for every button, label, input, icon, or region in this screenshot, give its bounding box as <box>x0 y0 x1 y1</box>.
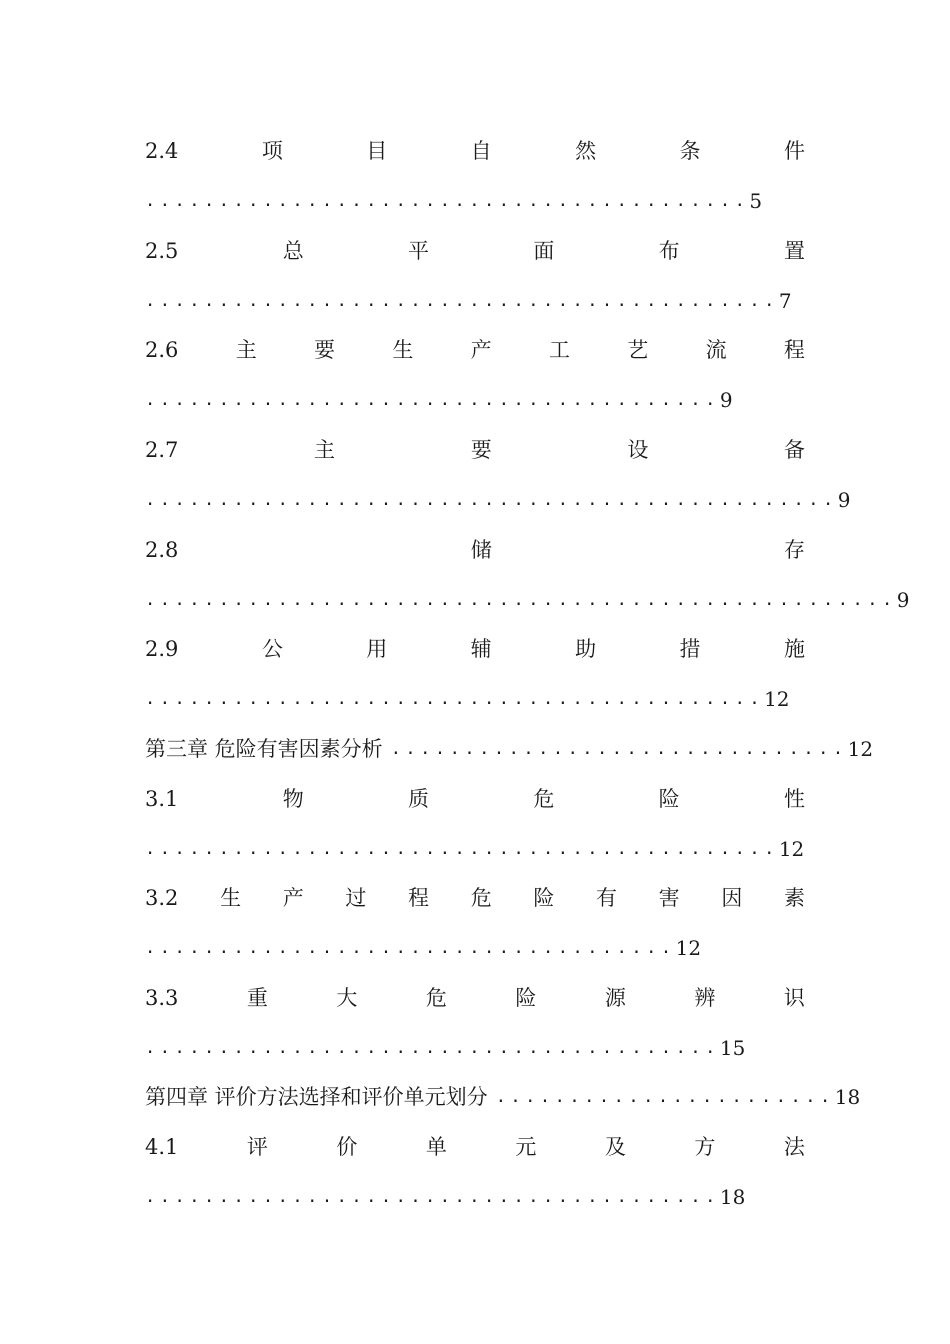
title-char: 要 <box>470 438 492 462</box>
title-char: 存 <box>784 538 805 562</box>
title-char: 价 <box>336 1135 358 1159</box>
toc-entry-2-6-leader[interactable] <box>145 385 805 415</box>
section-number: 3.1 <box>145 787 179 811</box>
title-char: 大 <box>336 986 358 1010</box>
toc-entry-3-1-title[interactable] <box>145 784 805 814</box>
toc-entry-2-6-title[interactable] <box>145 335 805 365</box>
dot-leader: ............................................... <box>145 490 838 510</box>
title-char: 总 <box>282 239 304 263</box>
title-char: 识 <box>783 986 805 1010</box>
title-char: 置 <box>783 239 805 263</box>
chapter-title: 第三章 危险有害因素分析 <box>145 737 383 761</box>
dot-leader: ............................... <box>390 739 848 759</box>
title-char: 险 <box>515 986 537 1010</box>
title-char: 程 <box>408 886 430 910</box>
toc-entry-3-3-leader[interactable] <box>145 1033 805 1063</box>
title-char: 质 <box>408 787 430 811</box>
title-char: 生 <box>220 886 242 910</box>
section-number: 4.1 <box>145 1135 179 1159</box>
toc-entry-4-1-title[interactable] <box>145 1132 805 1162</box>
title-char: 过 <box>345 886 367 910</box>
title-char: 条 <box>679 139 701 163</box>
title-char: 性 <box>783 787 805 811</box>
title-char: 自 <box>470 139 492 163</box>
title-char: 辅 <box>470 637 492 661</box>
title-char: 危 <box>533 787 555 811</box>
title-char: 备 <box>783 438 805 462</box>
title-char: 源 <box>604 986 626 1010</box>
toc-entry-3-2-title[interactable] <box>145 883 805 913</box>
title-char: 项 <box>261 139 283 163</box>
toc-entry-4-1-leader[interactable] <box>145 1182 805 1212</box>
title-char: 措 <box>679 637 701 661</box>
toc-page <box>145 0 910 1344</box>
section-number: 2.7 <box>145 438 179 462</box>
title-char: 程 <box>783 338 805 362</box>
section-number: 3.3 <box>145 986 179 1010</box>
toc-entry-2-7-leader[interactable] <box>145 485 851 515</box>
title-char: 法 <box>783 1135 805 1159</box>
title-char: 设 <box>627 438 649 462</box>
title-char: 方 <box>694 1135 716 1159</box>
title-char: 储 <box>470 538 492 562</box>
section-number: 2.8 <box>145 538 179 562</box>
dot-leader: ....................................... <box>145 1038 720 1058</box>
title-char: 然 <box>575 139 597 163</box>
title-char: 目 <box>366 139 388 163</box>
toc-entry-2-4-title[interactable] <box>145 136 805 166</box>
title-char: 流 <box>705 338 727 362</box>
title-char: 素 <box>783 886 805 910</box>
dot-leader: ....................................... <box>145 1187 720 1207</box>
title-char: 险 <box>658 787 680 811</box>
toc-entry-2-4-leader[interactable] <box>145 186 805 216</box>
dot-leader: ......................................... <box>145 191 750 211</box>
page-number: 12 <box>778 837 805 861</box>
dot-leader: ....................................... <box>145 390 720 410</box>
title-char: 件 <box>783 139 805 163</box>
page-number: 12 <box>675 936 702 960</box>
toc-chapter-3[interactable] <box>145 734 874 764</box>
dot-leader: ........................................... <box>145 291 779 311</box>
section-number: 3.2 <box>145 886 179 910</box>
page-number: 9 <box>837 488 851 512</box>
title-char: 公 <box>261 637 283 661</box>
toc-entry-2-9-title[interactable] <box>145 634 805 664</box>
title-char: 重 <box>246 986 268 1010</box>
title-char: 危 <box>470 886 492 910</box>
title-char: 用 <box>366 637 388 661</box>
title-char: 工 <box>548 338 570 362</box>
toc-entry-3-1-leader[interactable] <box>145 834 805 864</box>
title-char: 助 <box>575 637 597 661</box>
page-number: 5 <box>749 189 763 213</box>
page-number: 15 <box>719 1036 746 1060</box>
title-char: 评 <box>246 1135 268 1159</box>
title-char: 施 <box>783 637 805 661</box>
title-char: 艺 <box>627 338 649 362</box>
page-number: 12 <box>847 737 874 761</box>
toc-entry-2-7-title[interactable] <box>145 435 805 465</box>
title-char: 有 <box>596 886 617 910</box>
toc-chapter-4[interactable] <box>145 1082 861 1112</box>
dot-leader: ....................... <box>495 1087 835 1107</box>
page-number: 9 <box>719 388 733 412</box>
title-char: 要 <box>314 338 336 362</box>
chapter-title: 第四章 评价方法选择和评价单元划分 <box>145 1085 488 1109</box>
dot-leader: .......................................... <box>145 689 765 709</box>
toc-entry-3-3-title[interactable] <box>145 983 805 1013</box>
dot-leader: ................................................... <box>145 590 897 610</box>
title-char: 险 <box>533 886 555 910</box>
page-number: 9 <box>896 588 910 612</box>
title-char: 危 <box>425 986 447 1010</box>
toc-entry-2-5-leader[interactable] <box>145 286 805 316</box>
title-char: 布 <box>658 239 680 263</box>
toc-entry-2-5-title[interactable] <box>145 236 805 266</box>
title-char: 平 <box>408 239 430 263</box>
title-char: 面 <box>533 239 555 263</box>
title-char: 元 <box>515 1135 537 1159</box>
page-number: 18 <box>834 1085 861 1109</box>
toc-entry-3-2-leader[interactable] <box>145 933 805 963</box>
title-char: 及 <box>604 1135 626 1159</box>
title-char: 产 <box>282 886 304 910</box>
section-number: 2.4 <box>145 139 179 163</box>
title-char: 单 <box>425 1135 447 1159</box>
title-char: 生 <box>392 338 414 362</box>
title-char: 主 <box>314 438 336 462</box>
dot-leader: .................................... <box>145 938 676 958</box>
title-char: 产 <box>470 338 492 362</box>
title-char: 物 <box>282 787 304 811</box>
page-number: 12 <box>764 687 790 711</box>
title-char: 因 <box>721 886 743 910</box>
title-char: 辨 <box>694 986 716 1010</box>
title-char: 主 <box>235 338 257 362</box>
dot-leader: ........................................... <box>145 839 779 859</box>
section-number: 2.6 <box>145 338 179 362</box>
page-number: 18 <box>719 1185 746 1209</box>
page-number: 7 <box>778 289 792 313</box>
toc-entry-2-8-leader[interactable] <box>145 585 910 615</box>
section-number: 2.9 <box>145 637 179 661</box>
toc-entry-2-8-title[interactable] <box>145 535 805 565</box>
section-number: 2.5 <box>145 239 179 263</box>
title-char: 害 <box>658 886 680 910</box>
toc-entry-2-9-leader[interactable] <box>145 684 805 714</box>
